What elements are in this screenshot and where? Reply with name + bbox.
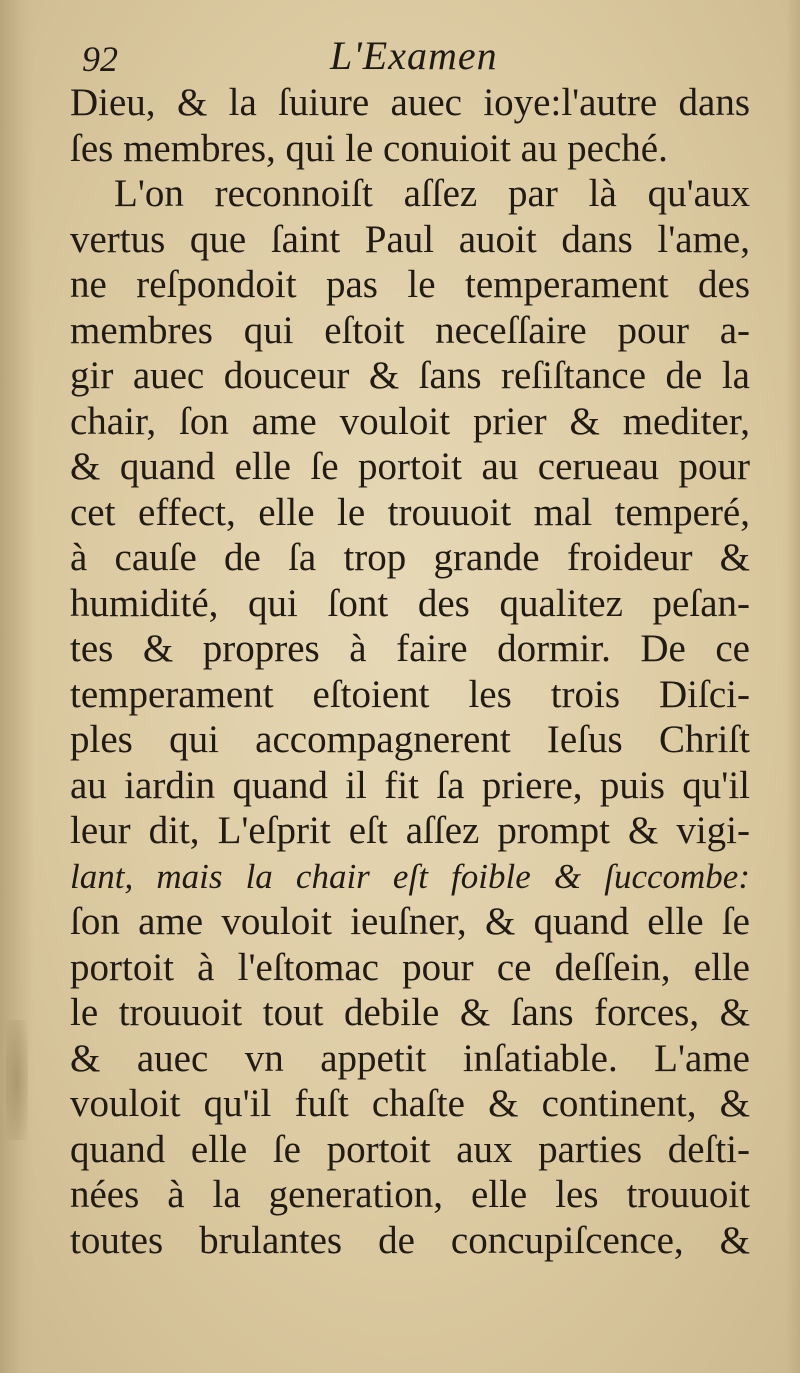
text-line: L'on reconnoiſt aſſez par là qu'aux <box>114 172 750 215</box>
text-line: tes & propres à faire dormir. De ce <box>70 627 750 670</box>
text-line: quand elle ſe portoit aux parties deſti- <box>70 1127 750 1171</box>
body-text <box>70 80 750 1263</box>
running-title: L'Examen <box>330 33 498 78</box>
page-header <box>70 30 750 80</box>
text-line: ne reſpondoit pas le temperament des <box>70 263 750 306</box>
text-line: & quand elle ſe portoit au cerueau pour <box>70 445 750 488</box>
page-edge-shadow <box>786 0 800 1373</box>
page-number: 92 <box>82 39 118 79</box>
text-line: & auec vn appetit inſatiable. L'ame <box>70 1036 750 1080</box>
text-line: vertus que ſaint Paul auoit dans l'ame, <box>70 217 750 261</box>
text-line: gir auec douceur & ſans reſiſtance de la <box>70 354 750 397</box>
text-line-with-italic-quote: leur dit, L'eſprit eſt aſſez prompt & vigi- <box>70 809 750 852</box>
text-line: Dieu, & la ſuiure auec ioye:l'autre dans <box>70 81 750 124</box>
text-line: à cauſe de ſa trop grande froideur & <box>70 536 750 579</box>
text-line: toutes brulantes de concupiſcence, & <box>70 1218 750 1262</box>
page-gutter-shadow <box>0 0 34 1373</box>
text-line: vouloit qu'il fuſt chaſte & continent, & <box>70 1082 750 1125</box>
text-line: nées à la generation, elle les trouuoit <box>70 1173 750 1216</box>
text-line: membres qui eſtoit neceſſaire pour a- <box>70 308 750 352</box>
text-line: ples qui accompagnerent Ieſus Chriſt <box>70 718 750 761</box>
italic-quote-line: lant, mais la chair eſt foible & ſuccombe: <box>70 856 750 896</box>
text-line: ſes membres, qui le conuioit au peché. <box>70 126 668 170</box>
paper-stain <box>6 1020 28 1140</box>
text-line: temperament eſtoient les trois Diſci- <box>70 672 750 716</box>
text-line: humidité, qui ſont des qualitez peſan- <box>70 581 750 625</box>
text-line: chair, ſon ame vouloit prier & mediter, <box>70 399 750 443</box>
text-line: ſon ame vouloit ieuſner, & quand elle ſe <box>70 900 750 943</box>
text-line: cet effect, elle le trouuoit mal temperé, <box>70 490 750 534</box>
text-line: portoit à l'eſtomac pour ce deſſein, elle <box>70 945 750 989</box>
text-line: le trouuoit tout debile & ſans forces, & <box>70 991 750 1034</box>
text-line: au iardin quand il fit ſa priere, puis qu'il <box>70 763 750 807</box>
